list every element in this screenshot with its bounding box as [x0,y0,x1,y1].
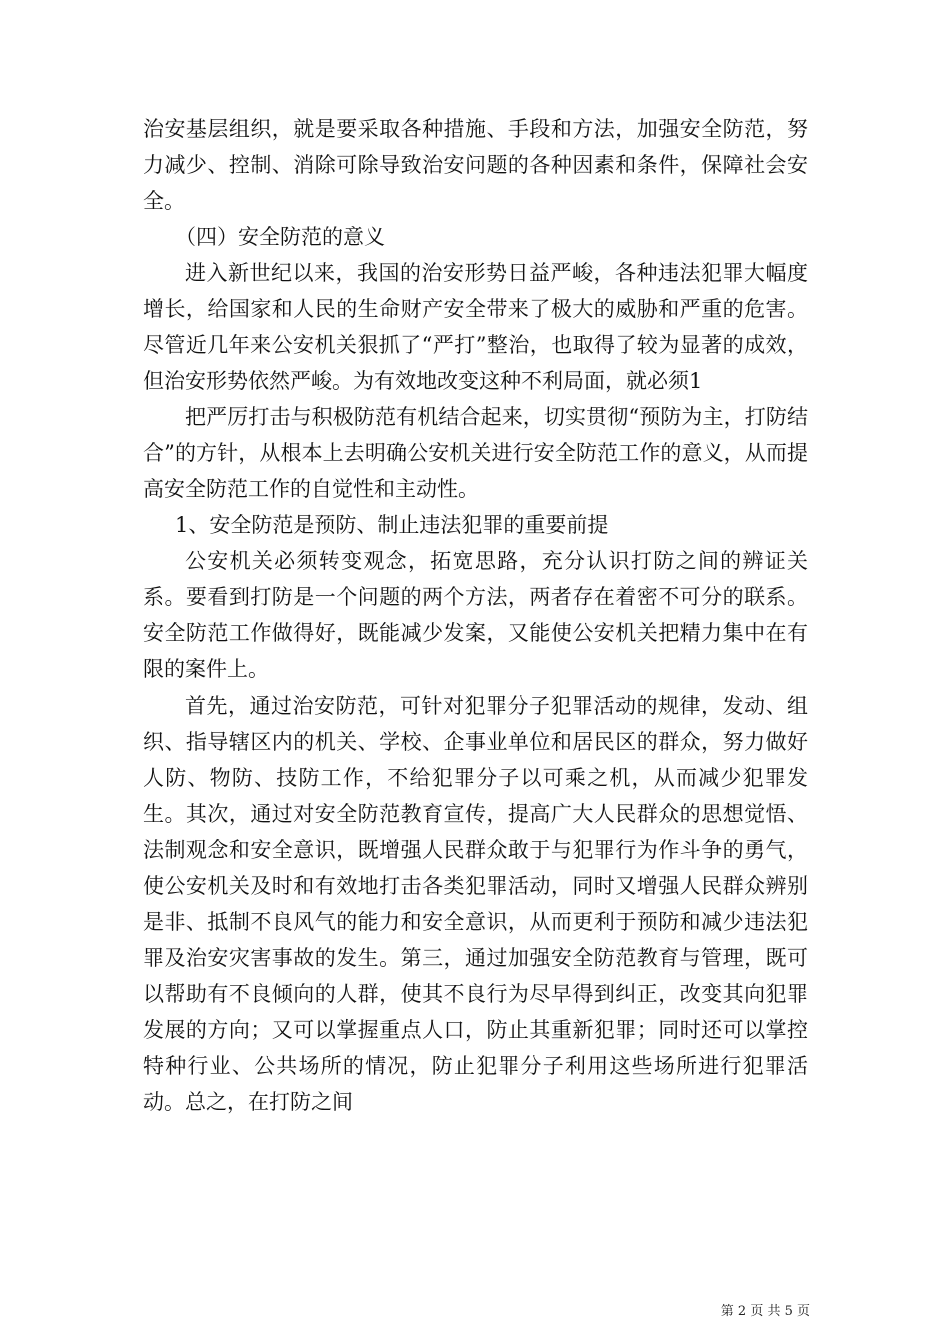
document-body [143,111,808,1120]
paragraph-continuation: 治安基层组织，就是要采取各种措施、手段和方法，加强安全防范，努力减少、控制、消除可除导致治安问题的各种因素和条件，保障社会安全。 [143,117,808,213]
page-number-footer: 第 2 页 共 5 页 [720,1304,810,1319]
paragraph-first-second-third: 首先，通过治安防范，可针对犯罪分子犯罪活动的规律，发动、组织、指导辖区内的机关、学校、企事业单位和居民区的群众，努力做好人防、物防、技防工作，不给犯罪分子以可乘之机，从而减少犯罪发生。其次，通过对安全防范教育宣传，提高广大人民群众的思想觉悟、法制观念和安全意识，既增强人民群众敢于与犯罪行为作斗争的勇气，使公安机关及时和有效地打击各类犯罪活动，同时又增强人民群众辨别是非、抵制不良风气的能力和安全意识，从而更利于预防和减少违法犯罪及治安灾害事故的发生。第三，通过加强安全防范教育与管理，既可以帮助有不良倾向的人群，使其不良行为尽早得到纠正，改变其向犯罪发展的方向；又可以掌握重点人口，防止其重新犯罪；同时还可以掌控特种行业、公共场所的情况，防止犯罪分子利用这些场所进行犯罪活动。总之，在打防之间 [143,694,808,1114]
paragraph-change-concepts: 公安机关必须转变观念，拓宽思路，充分认识打防之间的辨证关系。要看到打防是一个问题的两个方法，两者存在着密不可分的联系。安全防范工作做得好，既能减少发案，又能使公安机关把精力集中在有限的案件上。 [143,549,808,681]
subsection-heading-premise: 1、安全防范是预防、制止违法犯罪的重要前提 [175,513,609,537]
paragraph-combine-strike-prevention: 把严厉打击与积极防范有机结合起来，切实贯彻“预防为主，打防结合”的方针，从根本上去明确公安机关进行安全防范工作的意义，从而提高安全防范工作的自觉性和主动性。 [143,405,808,501]
paragraph-new-century: 进入新世纪以来，我国的治安形势日益严峻，各种违法犯罪大幅度增长，给国家和人民的生命财产安全带来了极大的威胁和严重的危害。尽管近几年来公安机关狠抓了“严打”整治，也取得了较为显著的成效，但治安形势依然严峻。为有效地改变这种不利局面，就必须1 [143,261,808,393]
section-heading-significance: （四）安全防范的意义 [175,225,385,249]
